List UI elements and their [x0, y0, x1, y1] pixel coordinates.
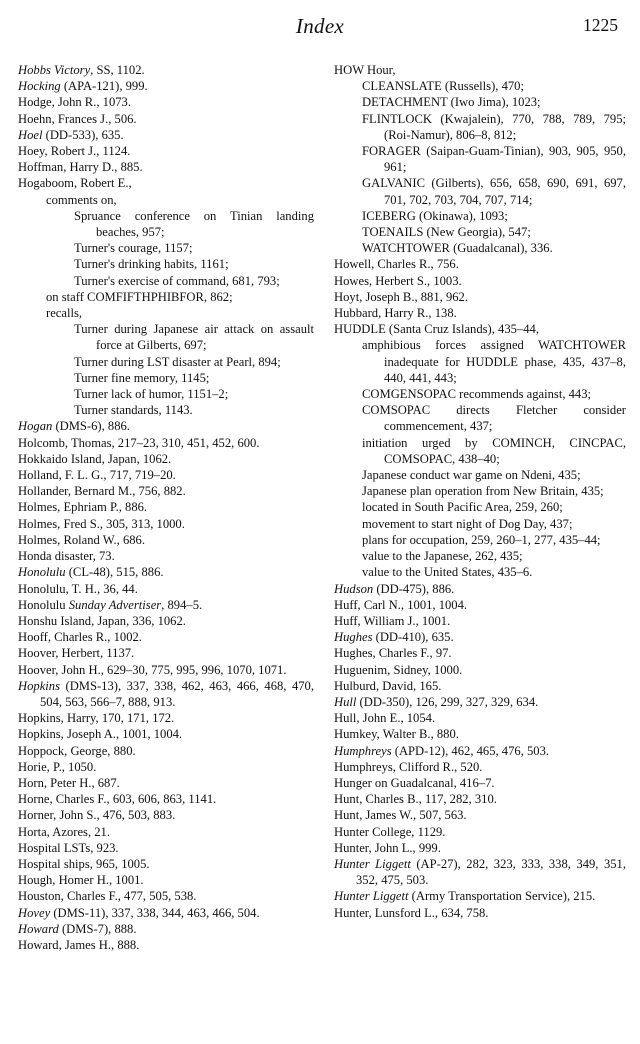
entry-text: amphibious forces assigned WATCHTOWER inadequate for HUDDLE phase, 435, 437–8, 440, 441, 443;	[362, 338, 626, 385]
entry-text: Horta, Azores, 21.	[18, 824, 110, 839]
index-entry	[18, 564, 314, 580]
entry-text: Hunt, James W., 507, 563.	[334, 808, 467, 823]
entry-text: Horn, Peter H., 687.	[18, 775, 120, 790]
entry-text: (AP-27), 282, 323, 333, 338, 349, 351, 352, 475, 503.	[356, 856, 626, 888]
index-entry	[18, 678, 314, 710]
italic-title: Hogan	[18, 419, 53, 434]
index-entry	[18, 94, 314, 110]
entry-text: (DMS-6), 886.	[52, 419, 130, 434]
index-entry	[18, 532, 314, 548]
index-entry	[334, 775, 626, 791]
italic-title: Sunday Advertiser	[68, 597, 162, 612]
index-entry	[18, 78, 314, 94]
index-entry	[334, 743, 626, 759]
italic-title: Hull	[334, 694, 357, 709]
entry-text: (Army Transportation Service), 215.	[408, 889, 596, 904]
index-entry	[18, 645, 314, 661]
index-subentry	[18, 192, 314, 208]
index-entry	[18, 111, 314, 127]
index-subentry	[334, 516, 626, 532]
index-subentry	[18, 321, 314, 353]
entry-text: plans for occupation, 259, 260–1, 277, 435–44;	[362, 532, 601, 547]
entry-text: Huff, William J., 1001.	[334, 613, 451, 628]
index-subentry	[334, 240, 626, 256]
entry-text: Hunt, Charles B., 117, 282, 310.	[334, 792, 497, 807]
index-entry	[334, 824, 626, 840]
entry-text: Hollander, Bernard M., 756, 882.	[18, 484, 186, 499]
index-entry	[18, 581, 314, 597]
entry-text: Hodge, John R., 1073.	[18, 95, 131, 110]
index-entry	[334, 62, 626, 78]
italic-title: Hopkins	[18, 678, 60, 693]
entry-text: Hospital LSTs, 923.	[18, 840, 119, 855]
index-entry	[18, 435, 314, 451]
index-entry	[18, 824, 314, 840]
entry-text: Turner's courage, 1157;	[74, 241, 193, 256]
entry-text: Turner standards, 1143.	[74, 403, 193, 418]
italic-title: Hunter Liggett	[334, 889, 409, 904]
index-entry	[18, 905, 314, 921]
entry-text: Turner during Japanese air attack on assault force at Gilberts, 697;	[74, 322, 314, 353]
entry-text: FORAGER (Saipan-Guam-Tinian), 903, 905, 950, 961;	[362, 144, 626, 175]
entry-text: Hokkaido Island, Japan, 1062.	[18, 451, 172, 466]
entry-text: Holcomb, Thomas, 217–23, 310, 451, 452, 600.	[18, 435, 260, 450]
index-subentry	[334, 564, 626, 580]
entry-text: (APA-121), 999.	[60, 79, 148, 94]
index-subentry	[334, 143, 626, 175]
entry-text: GALVANIC (Gilberts), 656, 658, 690, 691, 697, 701, 702, 703, 704, 707, 714;	[362, 176, 626, 207]
entry-text: Hunger on Guadalcanal, 416–7.	[334, 775, 495, 790]
index-entry	[18, 710, 314, 726]
entry-text: Holmes, Fred S., 305, 313, 1000.	[18, 516, 185, 531]
index-subentry	[334, 78, 626, 94]
italic-title: Hobbs Victory	[18, 63, 91, 77]
entry-text: Honda disaster, 73.	[18, 549, 115, 564]
entry-text: (DMS-13), 337, 338, 462, 463, 466, 468, 470, 504, 563, 566–7, 888, 913.	[40, 678, 314, 709]
entry-text: Horner, John S., 476, 503, 883.	[18, 808, 176, 823]
index-column-left	[18, 62, 314, 953]
italic-title: Humphreys	[334, 743, 392, 758]
entry-text: Howard, James H., 888.	[18, 937, 140, 952]
entry-text: Hunter College, 1129.	[334, 824, 446, 839]
entry-text: WATCHTOWER (Guadalcanal), 336.	[362, 241, 553, 256]
italic-title: Hughes	[334, 630, 373, 645]
index-subentry	[334, 435, 626, 467]
italic-title: Honolulu	[18, 565, 66, 580]
entry-text: Hopkins, Harry, 170, 171, 172.	[18, 711, 175, 726]
entry-text: Honshu Island, Japan, 336, 1062.	[18, 613, 186, 628]
entry-text: (DD-410), 635.	[372, 630, 454, 645]
index-subentry	[18, 256, 314, 272]
entry-text: CLEANSLATE (Russells), 470;	[362, 79, 524, 94]
entry-text: comments on,	[46, 192, 117, 207]
index-entry	[334, 273, 626, 289]
entry-text: Turner fine memory, 1145;	[74, 370, 210, 385]
entry-text: Hoover, Herbert, 1137.	[18, 646, 135, 661]
index-subentry	[334, 483, 626, 499]
entry-text: Hoehn, Frances J., 506.	[18, 111, 137, 126]
entry-text: Holmes, Roland W., 686.	[18, 532, 145, 547]
entry-text: Hopkins, Joseph A., 1001, 1004.	[18, 727, 183, 742]
index-subentry	[18, 240, 314, 256]
index-subentry	[334, 337, 626, 386]
italic-title: Hudson	[334, 581, 374, 596]
entry-text: Spruance conference on Tinian landing beaches, 957;	[74, 208, 314, 240]
index-entry	[18, 743, 314, 759]
index-entry	[334, 694, 626, 710]
entry-text: , 894–5.	[161, 597, 203, 612]
entry-text: (DMS-11), 337, 338, 344, 463, 466, 504.	[50, 905, 260, 920]
index-entry	[18, 451, 314, 467]
index-entry	[18, 159, 314, 175]
entry-text: Hulburd, David, 165.	[334, 678, 442, 693]
entry-text: (DD-475), 886.	[373, 581, 455, 596]
index-entry	[334, 581, 626, 597]
entry-text: (APD-12), 462, 465, 476, 503.	[391, 743, 550, 758]
index-entry	[18, 613, 314, 629]
index-entry	[18, 143, 314, 159]
index-subentry	[334, 402, 626, 434]
entry-text: TOENAILS (New Georgia), 547;	[362, 225, 531, 240]
italic-title: Hunter Liggett	[334, 856, 411, 871]
index-entry	[18, 888, 314, 904]
entry-text: (CL-48), 515, 886.	[65, 565, 164, 580]
entry-text: (DMS-7), 888.	[58, 921, 137, 936]
entry-text: Honolulu, T. H., 36, 44.	[18, 581, 138, 596]
index-entry	[18, 921, 314, 937]
index-entry	[334, 840, 626, 856]
entry-text: Hoyt, Joseph B., 881, 962.	[334, 289, 468, 304]
index-subentry	[334, 386, 626, 402]
index-entry	[18, 127, 314, 143]
index-entry	[334, 662, 626, 678]
index-subentry	[18, 273, 314, 289]
index-entry	[18, 856, 314, 872]
italic-title: Howard	[18, 921, 59, 936]
entry-text: Hogaboom, Robert E.,	[18, 176, 132, 191]
entry-text: COMGENSOPAC recommends against, 443;	[362, 387, 592, 402]
entry-text: Huff, Carl N., 1001, 1004.	[334, 597, 468, 612]
index-subentry	[18, 370, 314, 386]
italic-title: Hoel	[18, 127, 43, 142]
entry-text: HOW Hour,	[334, 63, 396, 77]
index-subentry	[18, 386, 314, 402]
index-entry	[18, 759, 314, 775]
entry-text: Hunter, Lunsford L., 634, 758.	[334, 905, 489, 920]
index-entry	[18, 516, 314, 532]
index-entry	[334, 256, 626, 272]
entry-text: initiation urged by COMINCH, CINCPAC, COMSOPAC, 438–40;	[362, 435, 626, 466]
entry-text: Honolulu	[18, 597, 69, 612]
entry-text: ICEBERG (Okinawa), 1093;	[362, 208, 508, 223]
entry-text: recalls,	[46, 306, 83, 321]
entry-text: located in South Pacific Area, 259, 260;	[362, 500, 563, 515]
index-entry	[18, 499, 314, 515]
index-subentry	[334, 94, 626, 110]
entry-text: Humkey, Walter B., 880.	[334, 727, 459, 742]
index-entry	[334, 710, 626, 726]
index-entry	[334, 726, 626, 742]
index-entry	[334, 305, 626, 321]
entry-text: Hull, John E., 1054.	[334, 711, 436, 726]
entry-text: COMSOPAC directs Fletcher consider commencement, 437;	[362, 403, 626, 434]
entry-text: Japanese plan operation from New Britain, 435;	[362, 484, 604, 499]
index-entry	[18, 467, 314, 483]
entry-text: , SS, 1102.	[90, 63, 145, 77]
index-entry	[18, 775, 314, 791]
index-subentry	[334, 467, 626, 483]
index-entry	[334, 289, 626, 305]
index-entry	[334, 905, 626, 921]
entry-text: Japanese conduct war game on Ndeni, 435;	[362, 468, 581, 483]
entry-text: Howell, Charles R., 756.	[334, 257, 459, 272]
italic-title: Hovey	[18, 905, 51, 920]
index-entry	[334, 888, 626, 904]
index-subentry	[334, 111, 626, 143]
entry-text: Hoey, Robert J., 1124.	[18, 144, 131, 159]
index-entry	[334, 791, 626, 807]
index-entry	[18, 418, 314, 434]
index-subentry	[18, 354, 314, 370]
index-entry	[334, 807, 626, 823]
index-entry	[18, 937, 314, 953]
index-subentry	[334, 532, 626, 548]
entry-text: on staff COMFIFTHPHIBFOR, 862;	[46, 289, 233, 304]
index-entry	[334, 613, 626, 629]
index-entry	[334, 321, 626, 337]
entry-text: Hoffman, Harry D., 885.	[18, 160, 143, 175]
entry-text: Holmes, Ephriam P., 886.	[18, 500, 148, 515]
page-title: Index	[295, 14, 345, 38]
entry-text: HUDDLE (Santa Cruz Islands), 435–44,	[334, 322, 539, 337]
entry-text: FLINTLOCK (Kwajalein), 770, 788, 789, 795; (Roi-Namur), 806–8, 812;	[362, 111, 626, 142]
index-subentry	[18, 289, 314, 305]
running-head	[0, 14, 640, 44]
index-subentry	[334, 224, 626, 240]
index-entry	[18, 483, 314, 499]
index-entry	[18, 872, 314, 888]
index-entry	[334, 856, 626, 888]
index-subentry	[334, 175, 626, 207]
entry-text: movement to start night of Dog Day, 437;	[362, 516, 573, 531]
entry-text: Hoover, John H., 629–30, 775, 995, 996, 1070, 1071.	[18, 662, 287, 677]
index-subentry	[334, 548, 626, 564]
index-subentry	[18, 402, 314, 418]
index-entry	[18, 791, 314, 807]
index-subentry	[334, 208, 626, 224]
index-entry	[18, 807, 314, 823]
entry-text: Hospital ships, 965, 1005.	[18, 856, 150, 871]
index-entry	[334, 759, 626, 775]
index-entry	[18, 840, 314, 856]
index-subentry	[18, 208, 314, 240]
italic-title: Hocking	[18, 79, 61, 94]
entry-text: Hunter, John L., 999.	[334, 840, 441, 855]
entry-text: (DD-533), 635.	[42, 127, 124, 142]
entry-text: DETACHMENT (Iwo Jima), 1023;	[362, 95, 541, 110]
entry-text: Howes, Herbert S., 1003.	[334, 273, 462, 288]
index-entry	[334, 678, 626, 694]
entry-text: Humphreys, Clifford R., 520.	[334, 759, 483, 774]
entry-text: Horie, P., 1050.	[18, 759, 97, 774]
entry-text: Houston, Charles F., 477, 505, 538.	[18, 889, 197, 904]
entry-text: Horne, Charles F., 603, 606, 863, 1141.	[18, 792, 217, 807]
entry-text: Turner's drinking habits, 1161;	[74, 257, 229, 272]
index-entry	[18, 597, 314, 613]
entry-text: Turner during LST disaster at Pearl, 894;	[74, 354, 281, 369]
index-entry	[334, 645, 626, 661]
page-number: 1225	[583, 15, 618, 35]
entry-text: Hough, Homer H., 1001.	[18, 873, 144, 888]
index-subentry	[334, 499, 626, 515]
index-entry	[334, 629, 626, 645]
entry-text: value to the Japanese, 262, 435;	[362, 549, 523, 564]
index-entry	[18, 726, 314, 742]
entry-text: Holland, F. L. G., 717, 719–20.	[18, 468, 176, 483]
index-entry	[18, 629, 314, 645]
entry-text: value to the United States, 435–6.	[362, 565, 533, 580]
index-column-right	[334, 62, 626, 921]
index-entry	[18, 548, 314, 564]
index-entry	[18, 62, 314, 78]
index-entry	[18, 662, 314, 678]
index-subentry	[18, 305, 314, 321]
entry-text: Hubbard, Harry R., 138.	[334, 306, 457, 321]
index-entry	[334, 597, 626, 613]
entry-text: Hooff, Charles R., 1002.	[18, 630, 142, 645]
entry-text: (DD-350), 126, 299, 327, 329, 634.	[356, 694, 539, 709]
entry-text: Turner lack of humor, 1151–2;	[74, 387, 229, 402]
entry-text: Turner's exercise of command, 681, 793;	[74, 273, 280, 288]
index-entry	[18, 175, 314, 191]
entry-text: Hughes, Charles F., 97.	[334, 646, 452, 661]
entry-text: Hoppock, George, 880.	[18, 743, 136, 758]
entry-text: Huguenim, Sidney, 1000.	[334, 662, 463, 677]
